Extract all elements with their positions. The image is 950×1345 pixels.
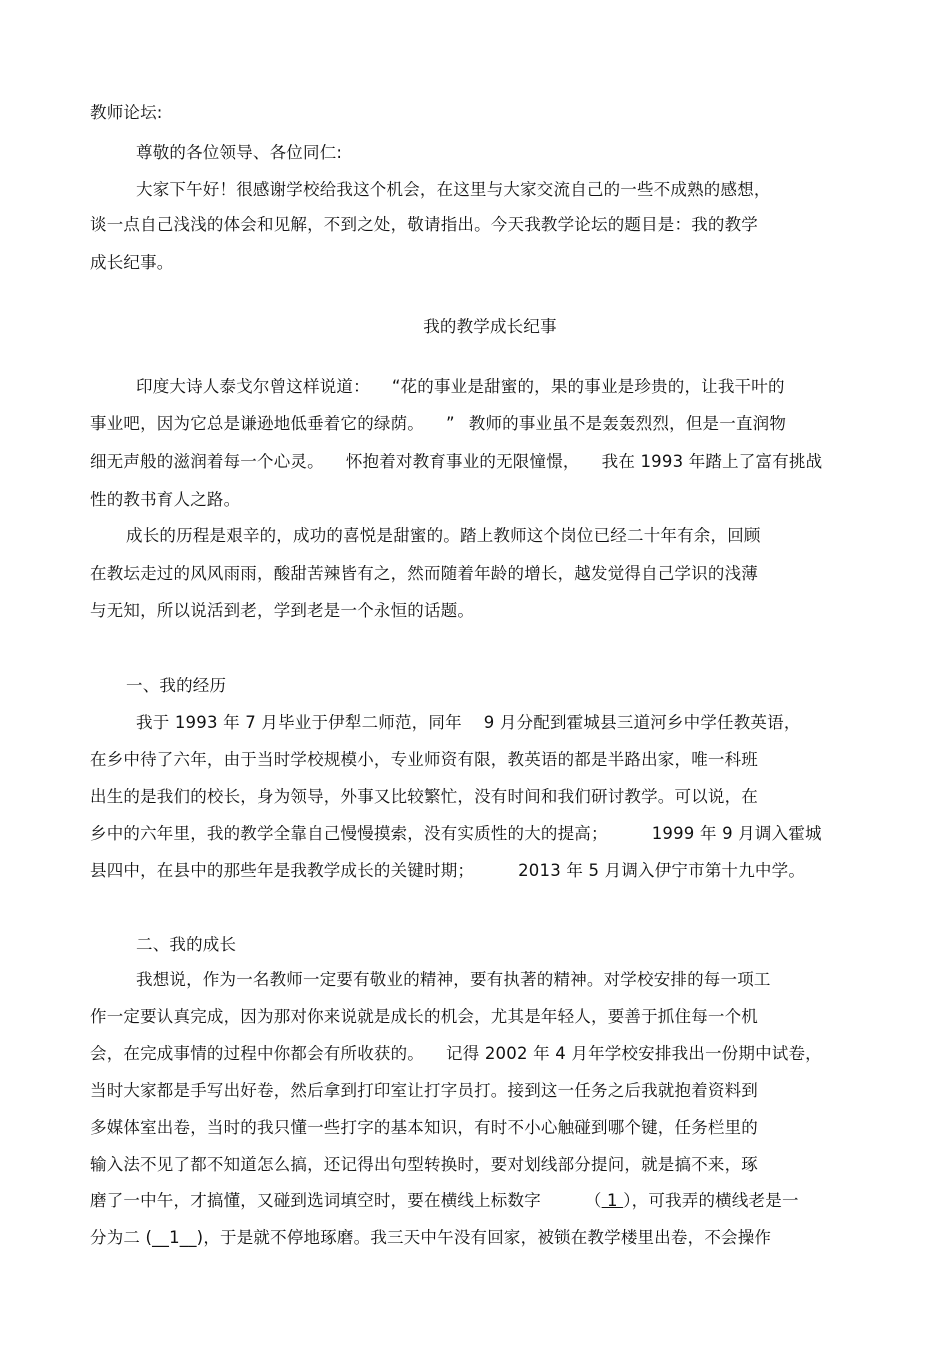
intro-line-1: 大家下午好！很感谢学校给我这个机会，在这里与大家交流自己的一些不成熟的感想， xyxy=(136,180,771,199)
underlined-blank: 1 xyxy=(601,1191,624,1210)
paren-open: （ xyxy=(584,1191,602,1210)
section2-text: 会，在完成事情的过程中你都会有所收获的。 xyxy=(90,1044,424,1063)
para1-quote-end: ” xyxy=(446,414,455,433)
para1-line-3 xyxy=(90,449,822,475)
section1-line-1 xyxy=(136,710,801,736)
section1-line-2: 在乡中待了六年，由于当时学校规模小，专业师资有限，教英语的都是半路出家，唯一科班 xyxy=(90,750,758,769)
para1-line-2 xyxy=(90,411,786,437)
section2-line-3 xyxy=(90,1041,822,1067)
section2-line-6: 输入法不见了都不知道怎么搞，还记得出句型转换时，要对划线部分提问，就是搞不来，琢 xyxy=(90,1155,758,1174)
section1-text: 1999 年 9 月调入霍城 xyxy=(651,824,822,843)
section1-line-3: 出生的是我们的校长，身为领导，外事又比较繁忙，没有时间和我们研讨教学。可以说，在 xyxy=(90,787,758,806)
para1-text: 教师的事业虽不是轰轰烈烈，但是一直润物 xyxy=(468,414,787,433)
para1-line-1 xyxy=(136,374,785,400)
para1-text: 怀抱着对教育事业的无限憧憬， xyxy=(345,452,580,471)
para2-line-2: 在教坛走过的风风雨雨，酸甜苦辣皆有之，然而随着年龄的增长，越发觉得自己学识的浅薄 xyxy=(90,564,758,583)
intro-line-3: 成长纪事。 xyxy=(90,253,174,272)
para1-text: 事业吧，因为它总是谦逊地低垂着它的绿荫。 xyxy=(90,414,424,433)
section1-text: 2013 年 5 月调入伊宁市第十九中学。 xyxy=(518,861,806,880)
section2-heading: 二、我的成长 xyxy=(136,935,237,954)
para1-quote: “花的事业是甜蜜的，果的事业是珍贵的，让我干叶的 xyxy=(391,377,785,396)
para2-line-1: 成长的历程是艰辛的，成功的喜悦是甜蜜的。踏上教师这个岗位已经二十年有余，回顾 xyxy=(126,526,761,545)
forum-label: 教师论坛: xyxy=(90,103,163,122)
section2-line-1: 我想说，作为一名教师一定要有敬业的精神，要有执著的精神。对学校安排的每一项工 xyxy=(136,970,771,989)
section2-text: 磨了一中午，才搞懂，又碰到选词填空时，要在横线上标数字 xyxy=(90,1191,541,1210)
section2-text: ），可我弄的横线老是一 xyxy=(623,1191,799,1210)
section2-line-7 xyxy=(90,1188,799,1214)
section2-text: 记得 2002 年 4 月年学校安排我出一份期中试卷， xyxy=(446,1044,822,1063)
section1-text: 9 月分配到霍城县三道河乡中学任教英语， xyxy=(483,713,801,732)
section1-line-5 xyxy=(90,858,805,884)
salutation: 尊敬的各位领导、各位同仁: xyxy=(136,143,343,162)
para2-line-3: 与无知，所以说活到老，学到老是一个永恒的话题。 xyxy=(90,601,475,620)
section1-line-4 xyxy=(90,821,822,847)
section2-line-8: 分为二 (__1__)，于是就不停地琢磨。我三天中午没有回家，被锁在教学楼里出卷，不会操作 xyxy=(90,1228,772,1247)
section1-text: 我于 1993 年 7 月毕业于伊犁二师范，同年 xyxy=(136,713,462,732)
intro-line-2: 谈一点自己浅浅的体会和见解，不到之处，敬请指出。今天我教学论坛的题目是：我的教学 xyxy=(90,215,758,234)
para1-text: 我在 1993 年踏上了富有挑战 xyxy=(601,452,823,471)
section1-text: 乡中的六年里，我的教学全靠自己慢慢摸索，没有实质性的大的提高； xyxy=(90,824,608,843)
para1-text: 细无声般的滋润着每一个心灵。 xyxy=(90,452,324,471)
para1-text: 印度大诗人泰戈尔曾这样说道： xyxy=(136,377,370,396)
section1-text: 县四中，在县中的那些年是我教学成长的关键时期； xyxy=(90,861,475,880)
para1-line-4: 性的教书育人之路。 xyxy=(90,490,241,509)
section1-heading: 一、我的经历 xyxy=(126,676,227,695)
section2-line-5: 多媒体室出卷，当时的我只懂一些打字的基本知识，有时不小心触碰到哪个键，任务栏里的 xyxy=(90,1118,758,1137)
section2-line-4: 当时大家都是手写出好卷，然后拿到打印室让打字员打。接到这一任务之后我就抱着资料到 xyxy=(90,1081,758,1100)
section2-line-2: 作一定要认真完成，因为那对你来说就是成长的机会，尤其是年轻人，要善于抓住每一个机 xyxy=(90,1007,758,1026)
essay-title: 我的教学成长纪事 xyxy=(423,317,557,336)
